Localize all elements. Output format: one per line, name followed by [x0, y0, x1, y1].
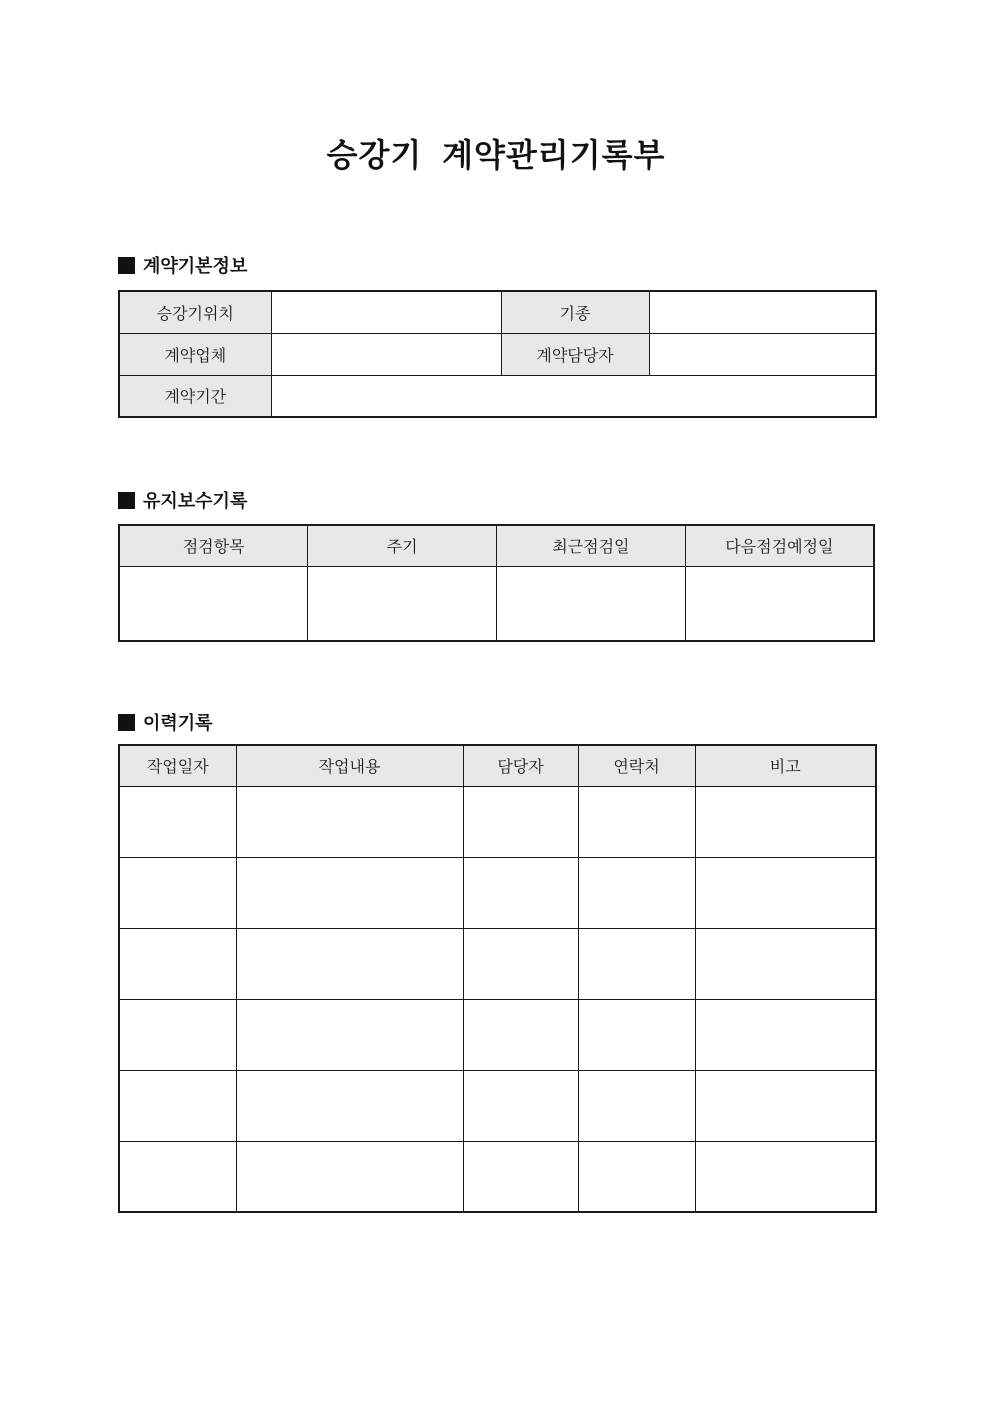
body-cell	[695, 786, 876, 857]
body-cell	[463, 857, 578, 928]
body-cell	[308, 566, 497, 641]
document-title: 승강기 계약관리기록부	[326, 137, 666, 173]
body-cell	[695, 1141, 876, 1212]
history-table	[118, 744, 877, 1213]
table-row	[119, 857, 876, 928]
body-cell	[695, 1070, 876, 1141]
field-value-contract-period	[271, 375, 876, 417]
body-cell	[685, 566, 874, 641]
body-cell	[236, 857, 463, 928]
column-header-next-inspection-date: 다음점검예정일	[685, 525, 874, 566]
field-label-elevator-location: 승강기위치	[119, 291, 271, 333]
table-row	[119, 786, 876, 857]
body-cell	[578, 786, 695, 857]
field-label-contractor: 계약업체	[119, 333, 271, 375]
column-header-contact: 연락처	[578, 745, 695, 786]
body-cell	[463, 999, 578, 1070]
table-row	[119, 1070, 876, 1141]
column-header-last-inspection-date: 최근점검일	[497, 525, 686, 566]
table-row	[119, 333, 876, 375]
section-heading-label: 유지보수기록	[143, 491, 248, 511]
body-cell	[497, 566, 686, 641]
body-cell	[236, 1070, 463, 1141]
table-row	[119, 999, 876, 1070]
body-cell	[236, 786, 463, 857]
column-header-person-in-charge: 담당자	[463, 745, 578, 786]
body-cell	[119, 566, 308, 641]
body-cell	[463, 1141, 578, 1212]
table-row	[119, 375, 876, 417]
field-label-contract-period: 계약기간	[119, 375, 271, 417]
table-header-row	[119, 745, 876, 786]
section-heading-contract-info	[118, 252, 247, 278]
body-cell	[236, 928, 463, 999]
body-cell	[463, 928, 578, 999]
body-cell	[119, 999, 236, 1070]
section-heading-label: 이력기록	[143, 713, 213, 733]
field-value-contract-manager	[649, 333, 876, 375]
body-cell	[695, 999, 876, 1070]
field-label-contract-manager: 계약담당자	[501, 333, 649, 375]
field-value-contractor	[271, 333, 501, 375]
body-cell	[119, 928, 236, 999]
body-cell	[119, 1070, 236, 1141]
body-cell	[695, 928, 876, 999]
column-header-remarks: 비고	[695, 745, 876, 786]
field-label-model: 기종	[501, 291, 649, 333]
table-row	[119, 1141, 876, 1212]
column-header-work-date: 작업일자	[119, 745, 236, 786]
table-row	[119, 291, 876, 333]
section-heading-history	[118, 709, 213, 735]
square-bullet-icon	[118, 714, 135, 731]
column-header-work-description: 작업내용	[236, 745, 463, 786]
body-cell	[119, 1141, 236, 1212]
body-cell	[463, 786, 578, 857]
maintenance-table	[118, 524, 875, 642]
section-heading-maintenance	[118, 487, 247, 513]
body-cell	[578, 857, 695, 928]
body-cell	[695, 857, 876, 928]
field-value-elevator-location	[271, 291, 501, 333]
section-heading-label: 계약기본정보	[143, 256, 248, 276]
field-value-model	[649, 291, 876, 333]
table-row	[119, 566, 874, 641]
body-cell	[578, 999, 695, 1070]
contract-info-table	[118, 290, 877, 418]
table-header-row	[119, 525, 874, 566]
square-bullet-icon	[118, 257, 135, 274]
body-cell	[236, 999, 463, 1070]
body-cell	[578, 1070, 695, 1141]
body-cell	[119, 786, 236, 857]
body-cell	[119, 857, 236, 928]
body-cell	[578, 928, 695, 999]
body-cell	[463, 1070, 578, 1141]
body-cell	[578, 1141, 695, 1212]
table-row	[119, 928, 876, 999]
body-cell	[236, 1141, 463, 1212]
column-header-cycle: 주기	[308, 525, 497, 566]
square-bullet-icon	[118, 492, 135, 509]
column-header-inspection-item: 점검항목	[119, 525, 308, 566]
